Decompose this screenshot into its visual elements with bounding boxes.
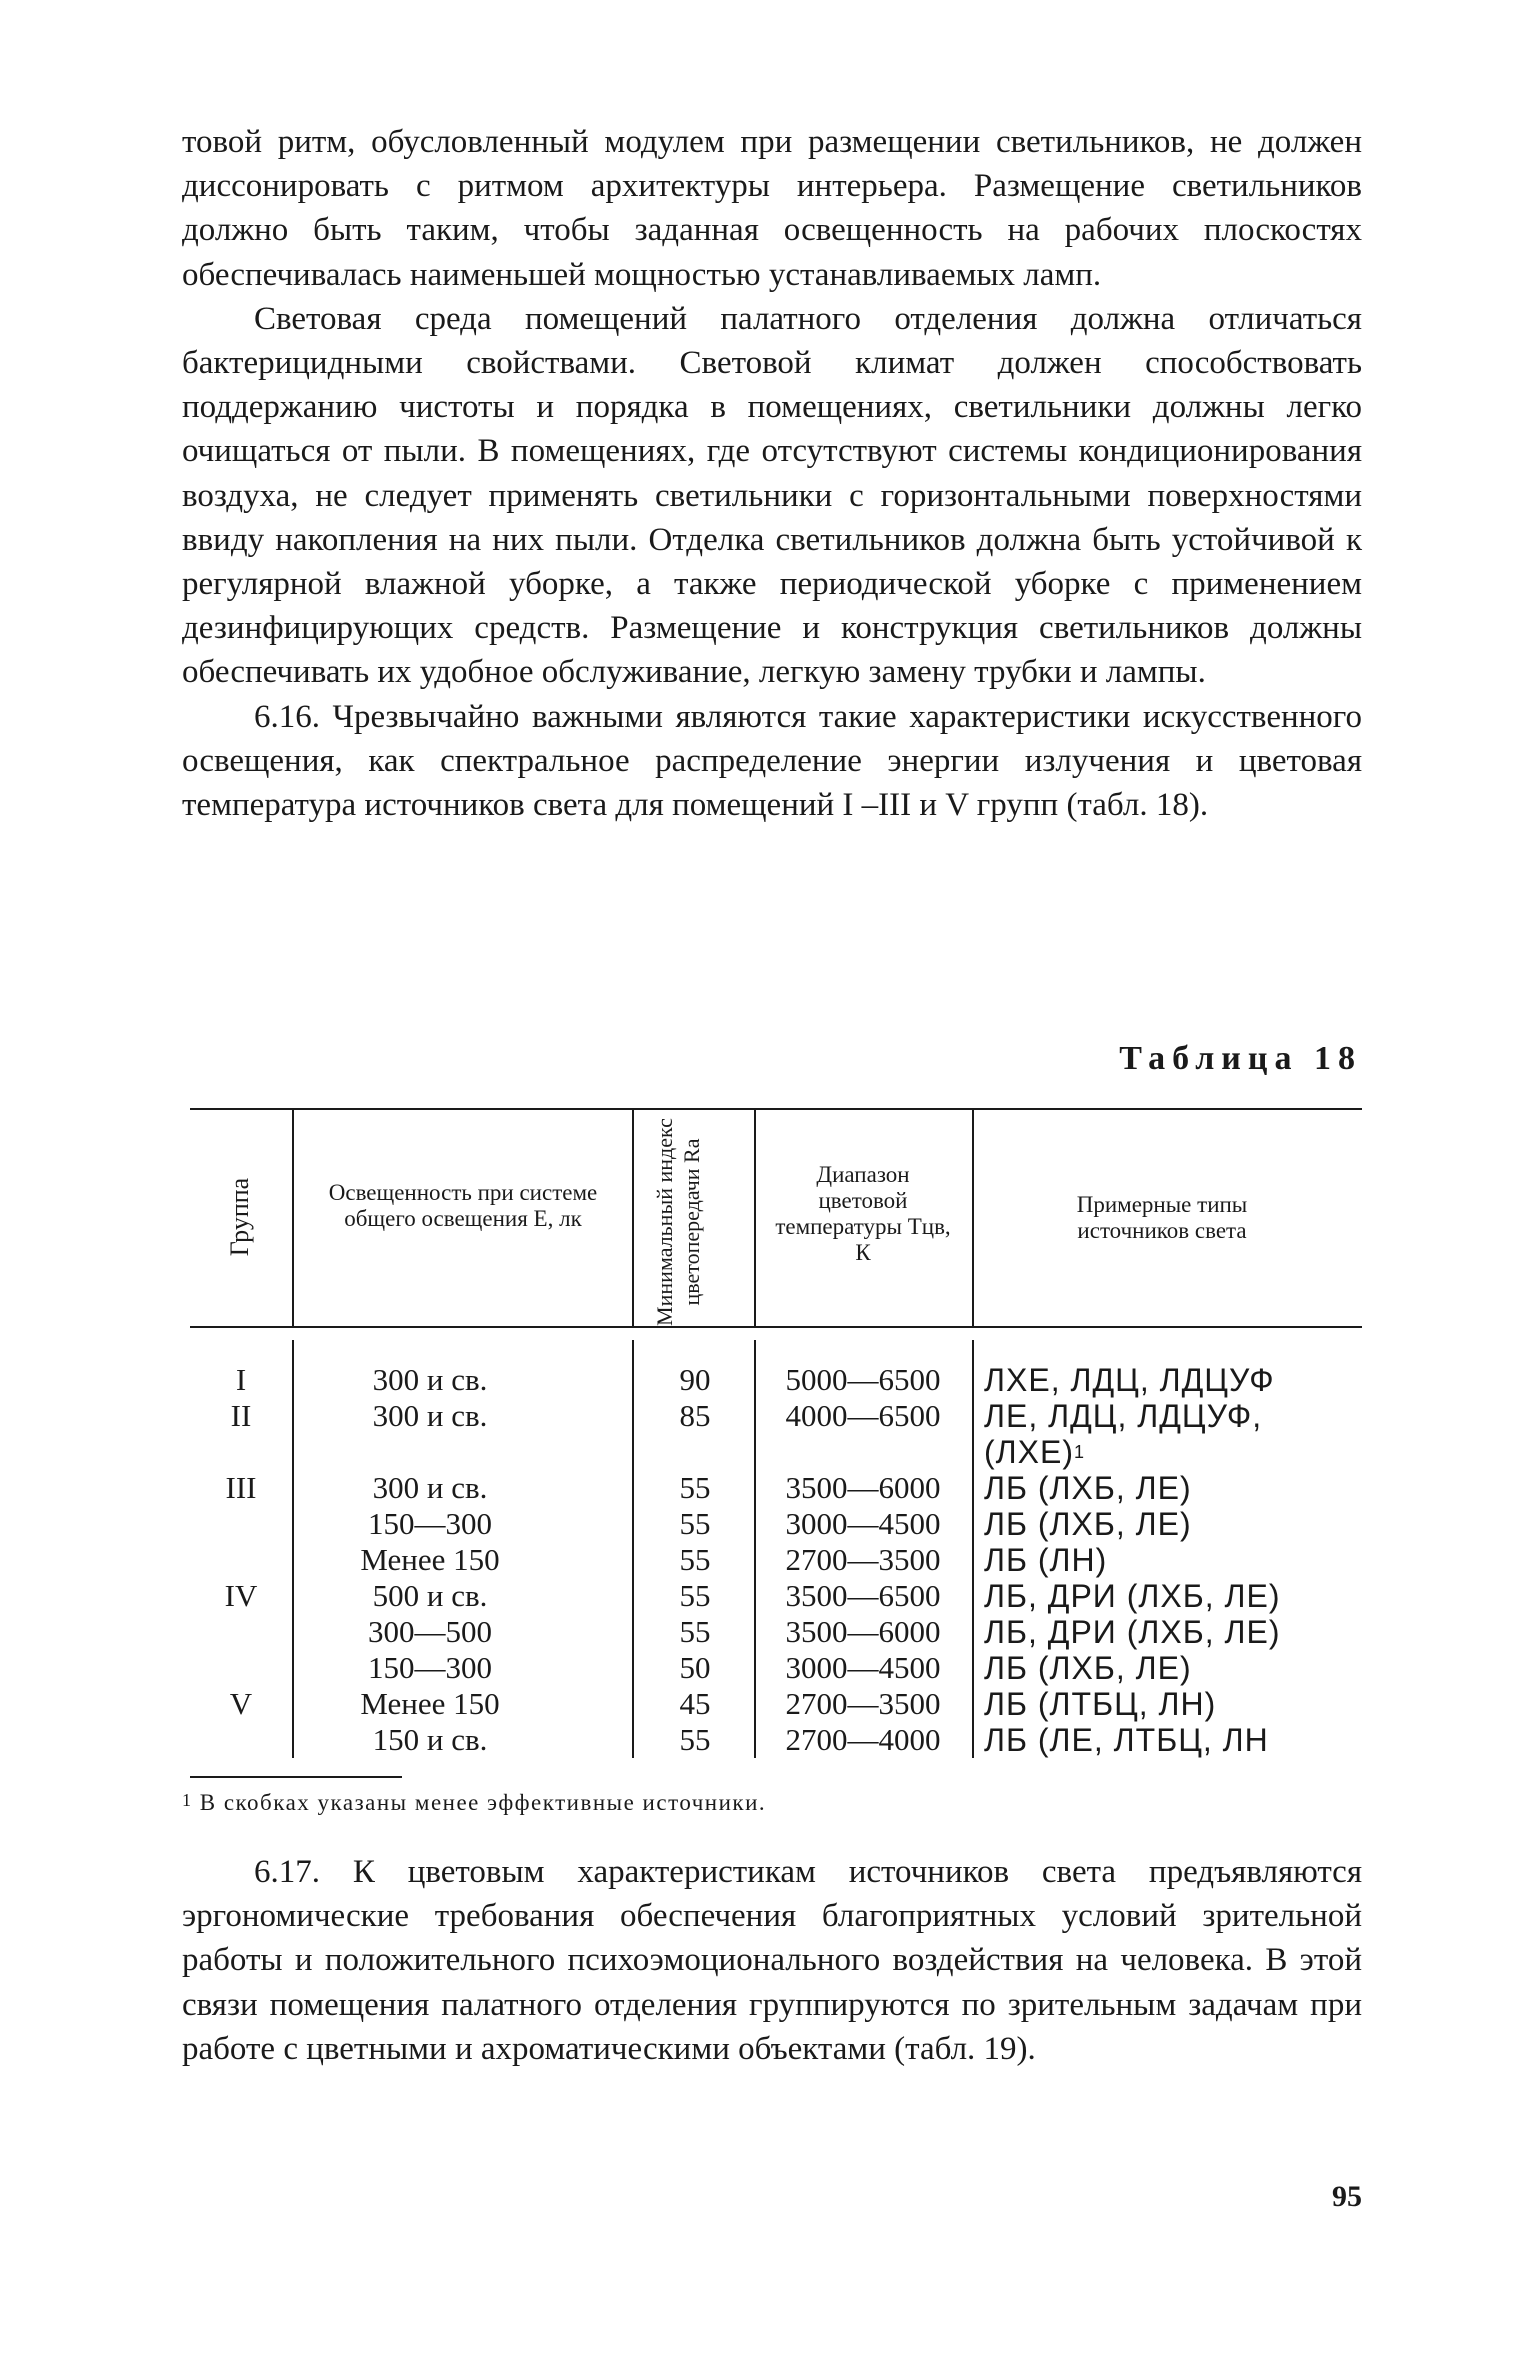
table-cell-group [196, 1722, 286, 1758]
table-cell-group: II [230, 1398, 252, 1433]
table-cell-temperature: 2700—4000 [785, 1722, 941, 1757]
source-types-text: (ЛХЕ) [984, 1434, 1074, 1470]
table-caption: Таблица 18 [1119, 1040, 1362, 1077]
table-cell-source-types: ЛБ, ДРИ (ЛХБ, ЛЕ) [984, 1614, 1281, 1650]
table-cell-cri: 50 [679, 1650, 711, 1685]
paragraph-6-17: 6.17. К цветовым характеристикам источников света предъявляются эргономические требования обеспечения благоприятных условий зрительной работы и положительного психоэмоционального воздействия на человека. В этой связи помещения палатного отделения группируются по зрительным задачам при работе с цветными и ахроматическими объектами (табл. 19). [182, 1854, 1362, 2067]
table-cell-temperature: 2700—3500 [785, 1542, 941, 1577]
col-divider-3-body [754, 1340, 756, 1758]
table-cell-cri: 90 [679, 1362, 711, 1397]
col-divider-1-body [292, 1340, 294, 1758]
table-cell-source-types: ЛБ (ЛХБ, ЛЕ) [984, 1470, 1192, 1506]
table-cell-cri: 55 [679, 1722, 711, 1757]
column-cri [640, 1362, 750, 1758]
table-cell-source-types [984, 1434, 1364, 1470]
paragraph-6-16: 6.16. Чрезвычайно важными являются такие характеристики искусственного освещения, как спектральное распределение энергии излучения и цветовая температура источников света для помещений I –III и V групп (табл. 18). [182, 698, 1362, 824]
table-cell-illuminance: 150 и св. [372, 1722, 488, 1757]
body-text-bottom [182, 1850, 1362, 2071]
table-cell-illuminance: 300 и св. [372, 1398, 488, 1433]
column-temperature [760, 1362, 966, 1758]
table-cell-cri: 85 [679, 1398, 711, 1433]
table-cell-illuminance: 500 и св. [372, 1578, 488, 1613]
column-source-types [984, 1362, 1364, 1758]
paragraph-continued: товой ритм, обусловленный модулем при размещении светильников, не должен диссонировать с ритмом архитектуры интерьера. Размещение светильников должно быть таким, чтобы заданная освещенность на рабочих плоскостях обеспечивалась наименьшей мощностью устанавливаемых ламп. [182, 124, 1362, 293]
table-cell-temperature: 4000—6500 [785, 1398, 941, 1433]
col-divider-4-head [972, 1108, 974, 1326]
table-cell-illuminance: 300 и св. [372, 1470, 488, 1505]
table-cell-source-types: ЛБ (ЛЕ, ЛТБЦ, ЛН [984, 1722, 1269, 1758]
table-cell-source-types: ЛХЕ, ЛДЦ, ЛДЦУФ [984, 1362, 1275, 1398]
table-cell-group: I [235, 1362, 247, 1397]
header-group: Группа [225, 1177, 254, 1257]
column-group [196, 1362, 286, 1758]
table-cell-cri: 45 [679, 1686, 711, 1721]
table-cell-cri: 55 [679, 1614, 711, 1649]
table-cell-source-types: ЛБ, ДРИ (ЛХБ, ЛЕ) [984, 1578, 1281, 1614]
paragraph-light-environment: Световая среда помещений палатного отделения должна отличаться бактерицидными свойствами. Световой климат должен способствовать поддержанию чистоты и порядка в помещениях, светильники должны легко очищаться от пыли. В помещениях, где отсутствуют системы кондиционирования воздуха, не следует применять светильники с горизонтальными поверхностями ввиду накопления на них пыли. Отделка светильников должна быть устойчивой к регулярной влажной уборке, а также периодической уборке с применением дезинфицирующих средств. Размещение и конструкция светильников должны обеспечивать их удобное обслуживание, легкую замену трубки и лампы. [182, 300, 1362, 691]
col-divider-2-head [632, 1108, 634, 1326]
table-cell-group [196, 1542, 286, 1578]
table-cell-group [196, 1614, 286, 1650]
header-temperature: Диапазон цветовой температуры Тцв, К [775, 1162, 951, 1265]
header-illuminance: Освещенность при системе общего освещения E, лк [328, 1180, 598, 1231]
table-footnote [182, 1790, 766, 1816]
table-top-rule [190, 1108, 1362, 1110]
header-source-types: Примерные типы источников света [1076, 1192, 1248, 1243]
col-divider-3-head [754, 1108, 756, 1326]
table-cell-group [196, 1506, 286, 1542]
table-cell-source-types: ЛЕ, ЛДЦ, ЛДЦУФ, [984, 1398, 1263, 1434]
table-cell-group: III [225, 1470, 257, 1505]
page-number: 95 [1332, 2180, 1362, 2213]
table-header-rule [190, 1326, 1362, 1328]
table-cell-group [196, 1434, 286, 1470]
table-cell-group [196, 1650, 286, 1686]
table-cell-cri [640, 1434, 750, 1470]
footnote-text: В скобках указаны менее эффективные источники. [199, 1790, 767, 1815]
table-cell-cri: 55 [679, 1542, 711, 1577]
table-cell-group: V [229, 1686, 253, 1721]
table-cell-source-types: ЛБ (ЛН) [984, 1542, 1108, 1578]
body-text-top [182, 120, 1362, 827]
footnote-rule [190, 1776, 402, 1778]
table-cell-illuminance: 150—300 [368, 1650, 492, 1685]
table-cell-cri: 55 [679, 1506, 711, 1541]
footnote-mark: 1 [182, 1790, 193, 1810]
table-cell-illuminance: 300 и св. [372, 1362, 488, 1397]
table-cell-illuminance: 150—300 [368, 1506, 492, 1541]
header-cri: Минимальный индекс цветопередачи Ra [652, 1118, 704, 1326]
col-divider-4-body [972, 1340, 974, 1758]
table-cell-source-types: ЛБ (ЛТБЦ, ЛН) [984, 1686, 1217, 1722]
table-cell-source-types: ЛБ (ЛХБ, ЛЕ) [984, 1506, 1192, 1542]
col-divider-2-body [632, 1340, 634, 1758]
table-cell-illuminance: 300—500 [368, 1614, 492, 1649]
table-cell-temperature: 3000—4500 [785, 1506, 941, 1541]
table-cell-temperature: 3500—6500 [785, 1578, 941, 1613]
table-cell-cri: 55 [679, 1470, 711, 1505]
table-cell-temperature: 5000—6500 [785, 1362, 941, 1397]
col-divider-1-head [292, 1108, 294, 1326]
table-cell-illuminance: Менее 150 [360, 1542, 500, 1577]
table-cell-illuminance: Менее 150 [360, 1686, 500, 1721]
table-cell-temperature: 3000—4500 [785, 1650, 941, 1685]
table-cell-illuminance [300, 1434, 560, 1470]
table-cell-temperature [760, 1434, 966, 1470]
table-cell-temperature: 3500—6000 [785, 1614, 941, 1649]
table-cell-temperature: 3500—6000 [785, 1470, 941, 1505]
table-cell-group: IV [224, 1578, 258, 1613]
footnote-ref: 1 [1074, 1442, 1086, 1462]
table-cell-source-types: ЛБ (ЛХБ, ЛЕ) [984, 1650, 1192, 1686]
table-cell-cri: 55 [679, 1578, 711, 1613]
table-cell-temperature: 2700—3500 [785, 1686, 941, 1721]
column-illuminance [300, 1362, 560, 1758]
